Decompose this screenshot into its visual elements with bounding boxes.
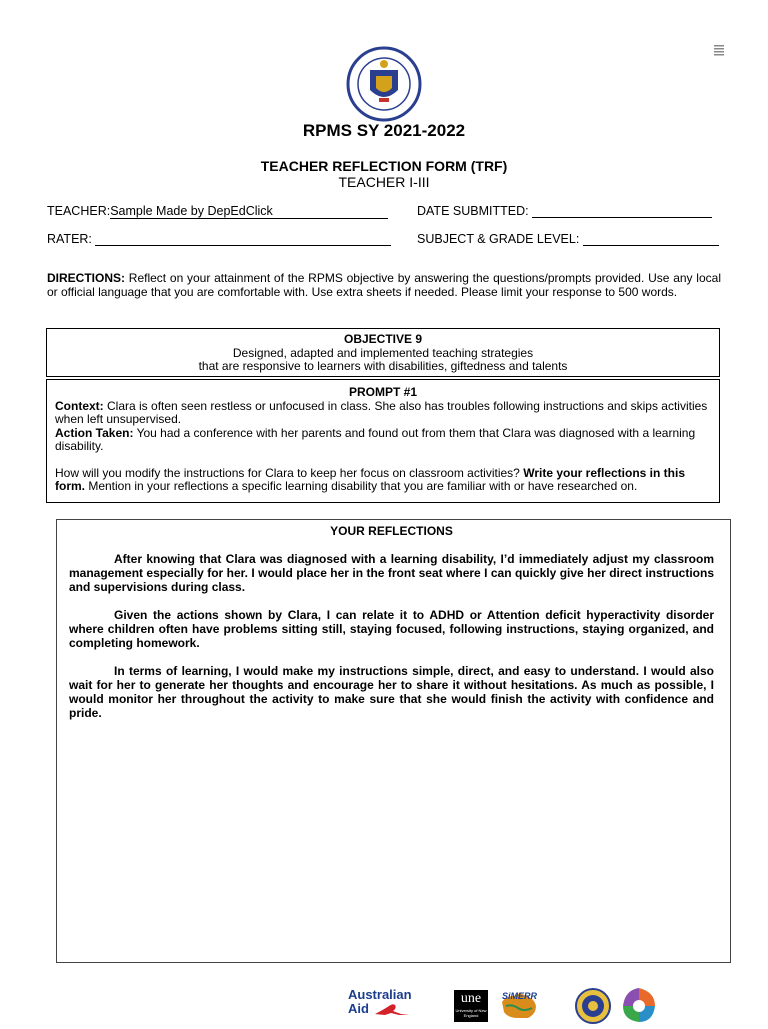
subject-grade-line — [583, 232, 719, 246]
deped-seal-logo — [343, 46, 425, 122]
teacher-field — [47, 204, 388, 219]
university-seal-logo — [574, 988, 612, 1029]
form-subtitle: TEACHER I-III — [338, 174, 430, 190]
simerr-logo — [498, 990, 540, 1022]
context-label: Context: — [55, 398, 104, 413]
australian-aid-line-1: Australian — [348, 987, 412, 1002]
date-submitted-field — [417, 204, 712, 218]
teacher-value: Sample Made by DepEdClick — [110, 204, 388, 219]
directions-text: Reflect on your attainment of the RPMS objective by answering the questions/prompts provided. Use any local or official language that you are comfortable with. Use extra sheets if needed. Please limit your response to 500 words. — [47, 271, 721, 299]
australian-aid-line-2-row — [348, 1002, 413, 1016]
prompt-action — [55, 427, 711, 454]
action-label: Action Taken: — [55, 425, 134, 440]
teacher-label: TEACHER: — [47, 204, 111, 218]
subject-grade-label: SUBJECT & GRADE LEVEL: — [417, 232, 580, 246]
australian-aid-line-2: Aid — [348, 1001, 369, 1016]
reflection-paragraph: Given the actions shown by Clara, I can relate it to ADHD or Attention deficit hyperactivity disorder where children often have problems sitting still, staying focused, following instructions, staying organized, and completing homework. — [69, 608, 714, 650]
directions-label: DIRECTIONS: — [47, 271, 125, 285]
une-text: une — [460, 991, 482, 1006]
prompt-context — [55, 400, 711, 427]
question-bold: Write your reflections in this form. — [55, 465, 686, 493]
menu-icon[interactable] — [712, 44, 726, 58]
objective-heading: OBJECTIVE 9 — [343, 332, 423, 346]
question-tail: Mention in your reflections a specific learning disability that you are familiar with or have researched on. — [85, 479, 638, 493]
prompt-box — [46, 379, 720, 503]
reflections-box — [56, 519, 731, 963]
simerr-text: SiMERR — [502, 991, 538, 1001]
reflections-heading: YOUR REFLECTIONS — [330, 524, 453, 538]
une-subtext: University of New England — [455, 1008, 487, 1018]
partner-swirl-logo — [619, 986, 659, 1029]
rater-label: RATER: — [47, 232, 92, 246]
subject-grade-field — [417, 232, 719, 246]
reflection-paragraph: In terms of learning, I would make my instructions simple, direct, and easy to understand. I would also wait for her to generate her thoughts and encourage her to share it without hesitations. As much as possible, I would monitor her throughout the activity to make sure that she would finish the activity with confidence and pride. — [69, 664, 714, 720]
prompt-heading: PROMPT #1 — [348, 385, 417, 399]
kangaroo-icon — [373, 1002, 413, 1016]
action-text: You had a conference with her parents and found out from them that Clara was diagnosed with a learning disability. — [55, 425, 696, 453]
rater-field — [47, 232, 391, 246]
directions — [47, 271, 721, 299]
une-logo — [454, 990, 488, 1022]
date-submitted-label: DATE SUBMITTED: — [417, 204, 529, 218]
objective-box — [46, 328, 720, 377]
question-text: How will you modify the instructions for Clara to keep her focus on classroom activities? — [55, 465, 524, 480]
date-submitted-line — [532, 204, 712, 218]
context-text: Clara is often seen restless or unfocused in class. She also has troubles following instructions and skips activities when left unsupervised. — [55, 398, 708, 426]
rater-line — [95, 232, 391, 246]
objective-line-2: that are responsive to learners with disabilities, giftedness and talents — [198, 359, 568, 373]
reflection-paragraph: After knowing that Clara was diagnosed with a learning disability, I’d immediately adjust my classroom management especially for her. I would place her in the front seat where I can quickly give her direct instructions and supervisions during class. — [69, 552, 714, 594]
prompt-question — [55, 467, 711, 494]
objective-line-1: Designed, adapted and implemented teaching strategies — [232, 345, 534, 360]
australian-aid-logo — [348, 988, 413, 1016]
page-title: RPMS SY 2021-2022 — [302, 121, 466, 140]
form-title: TEACHER REFLECTION FORM (TRF) — [260, 158, 508, 174]
